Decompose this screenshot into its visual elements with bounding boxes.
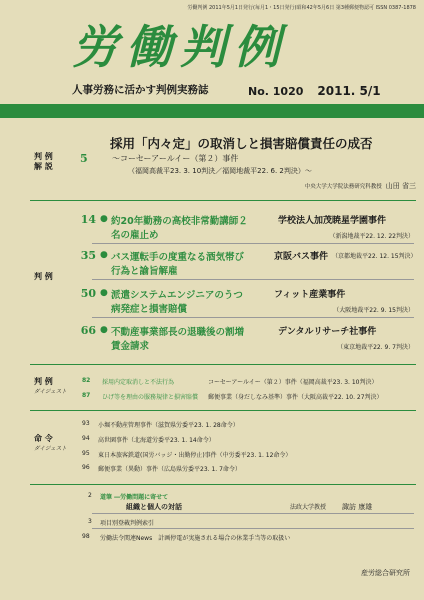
bullet-icon: ●	[100, 288, 108, 298]
magazine-subtitle: 人事労務に活かす判例実務誌	[72, 84, 209, 96]
commentary-page: 5	[80, 152, 88, 165]
issue-info	[248, 84, 381, 98]
divider	[30, 410, 416, 411]
divider	[92, 279, 414, 280]
commentary-cases: （福岡高裁平23. 3. 10判決／福岡地裁平22. 6. 2判決）～	[128, 167, 312, 175]
divider	[30, 200, 416, 201]
bullet-icon: ●	[100, 325, 108, 335]
divider	[92, 528, 414, 529]
divider	[92, 317, 414, 318]
cases-label: 判 例	[34, 272, 53, 281]
green-band	[0, 104, 424, 118]
author-name: 山田 省三	[385, 182, 416, 190]
bullet-icon: ●	[100, 250, 108, 260]
registration-line: 労働判例 2011年5月1日発行(毎月1・15日発行)昭和42年5月6日 第3種郵便物認可 ISSN 0387-1878	[187, 5, 416, 11]
publisher: 産労総合研究所	[361, 569, 410, 577]
divider	[30, 364, 416, 365]
divider	[30, 484, 416, 485]
commentary-subtitle: ～コーセーアールイー（第２）事件	[112, 154, 239, 163]
magazine-title: 労働判例	[72, 20, 288, 74]
issue-number: No. 1020	[248, 85, 304, 98]
issue-date: 2011. 5/1	[317, 84, 381, 98]
digest-label: 判 例 ダイジェスト	[34, 377, 67, 395]
author-affiliation: 中央大学大学院法務研究科教授	[304, 184, 382, 190]
bullet-icon: ●	[100, 214, 108, 224]
commentary-title: 採用「内々定」の取消しと損害賠償責任の成否	[110, 136, 373, 151]
orders-label: 命 令 ダイジェスト	[34, 434, 67, 452]
commentary-label: 判 例 解 説	[34, 152, 53, 171]
divider	[92, 513, 414, 514]
divider	[92, 243, 414, 244]
commentary-author	[256, 181, 416, 191]
